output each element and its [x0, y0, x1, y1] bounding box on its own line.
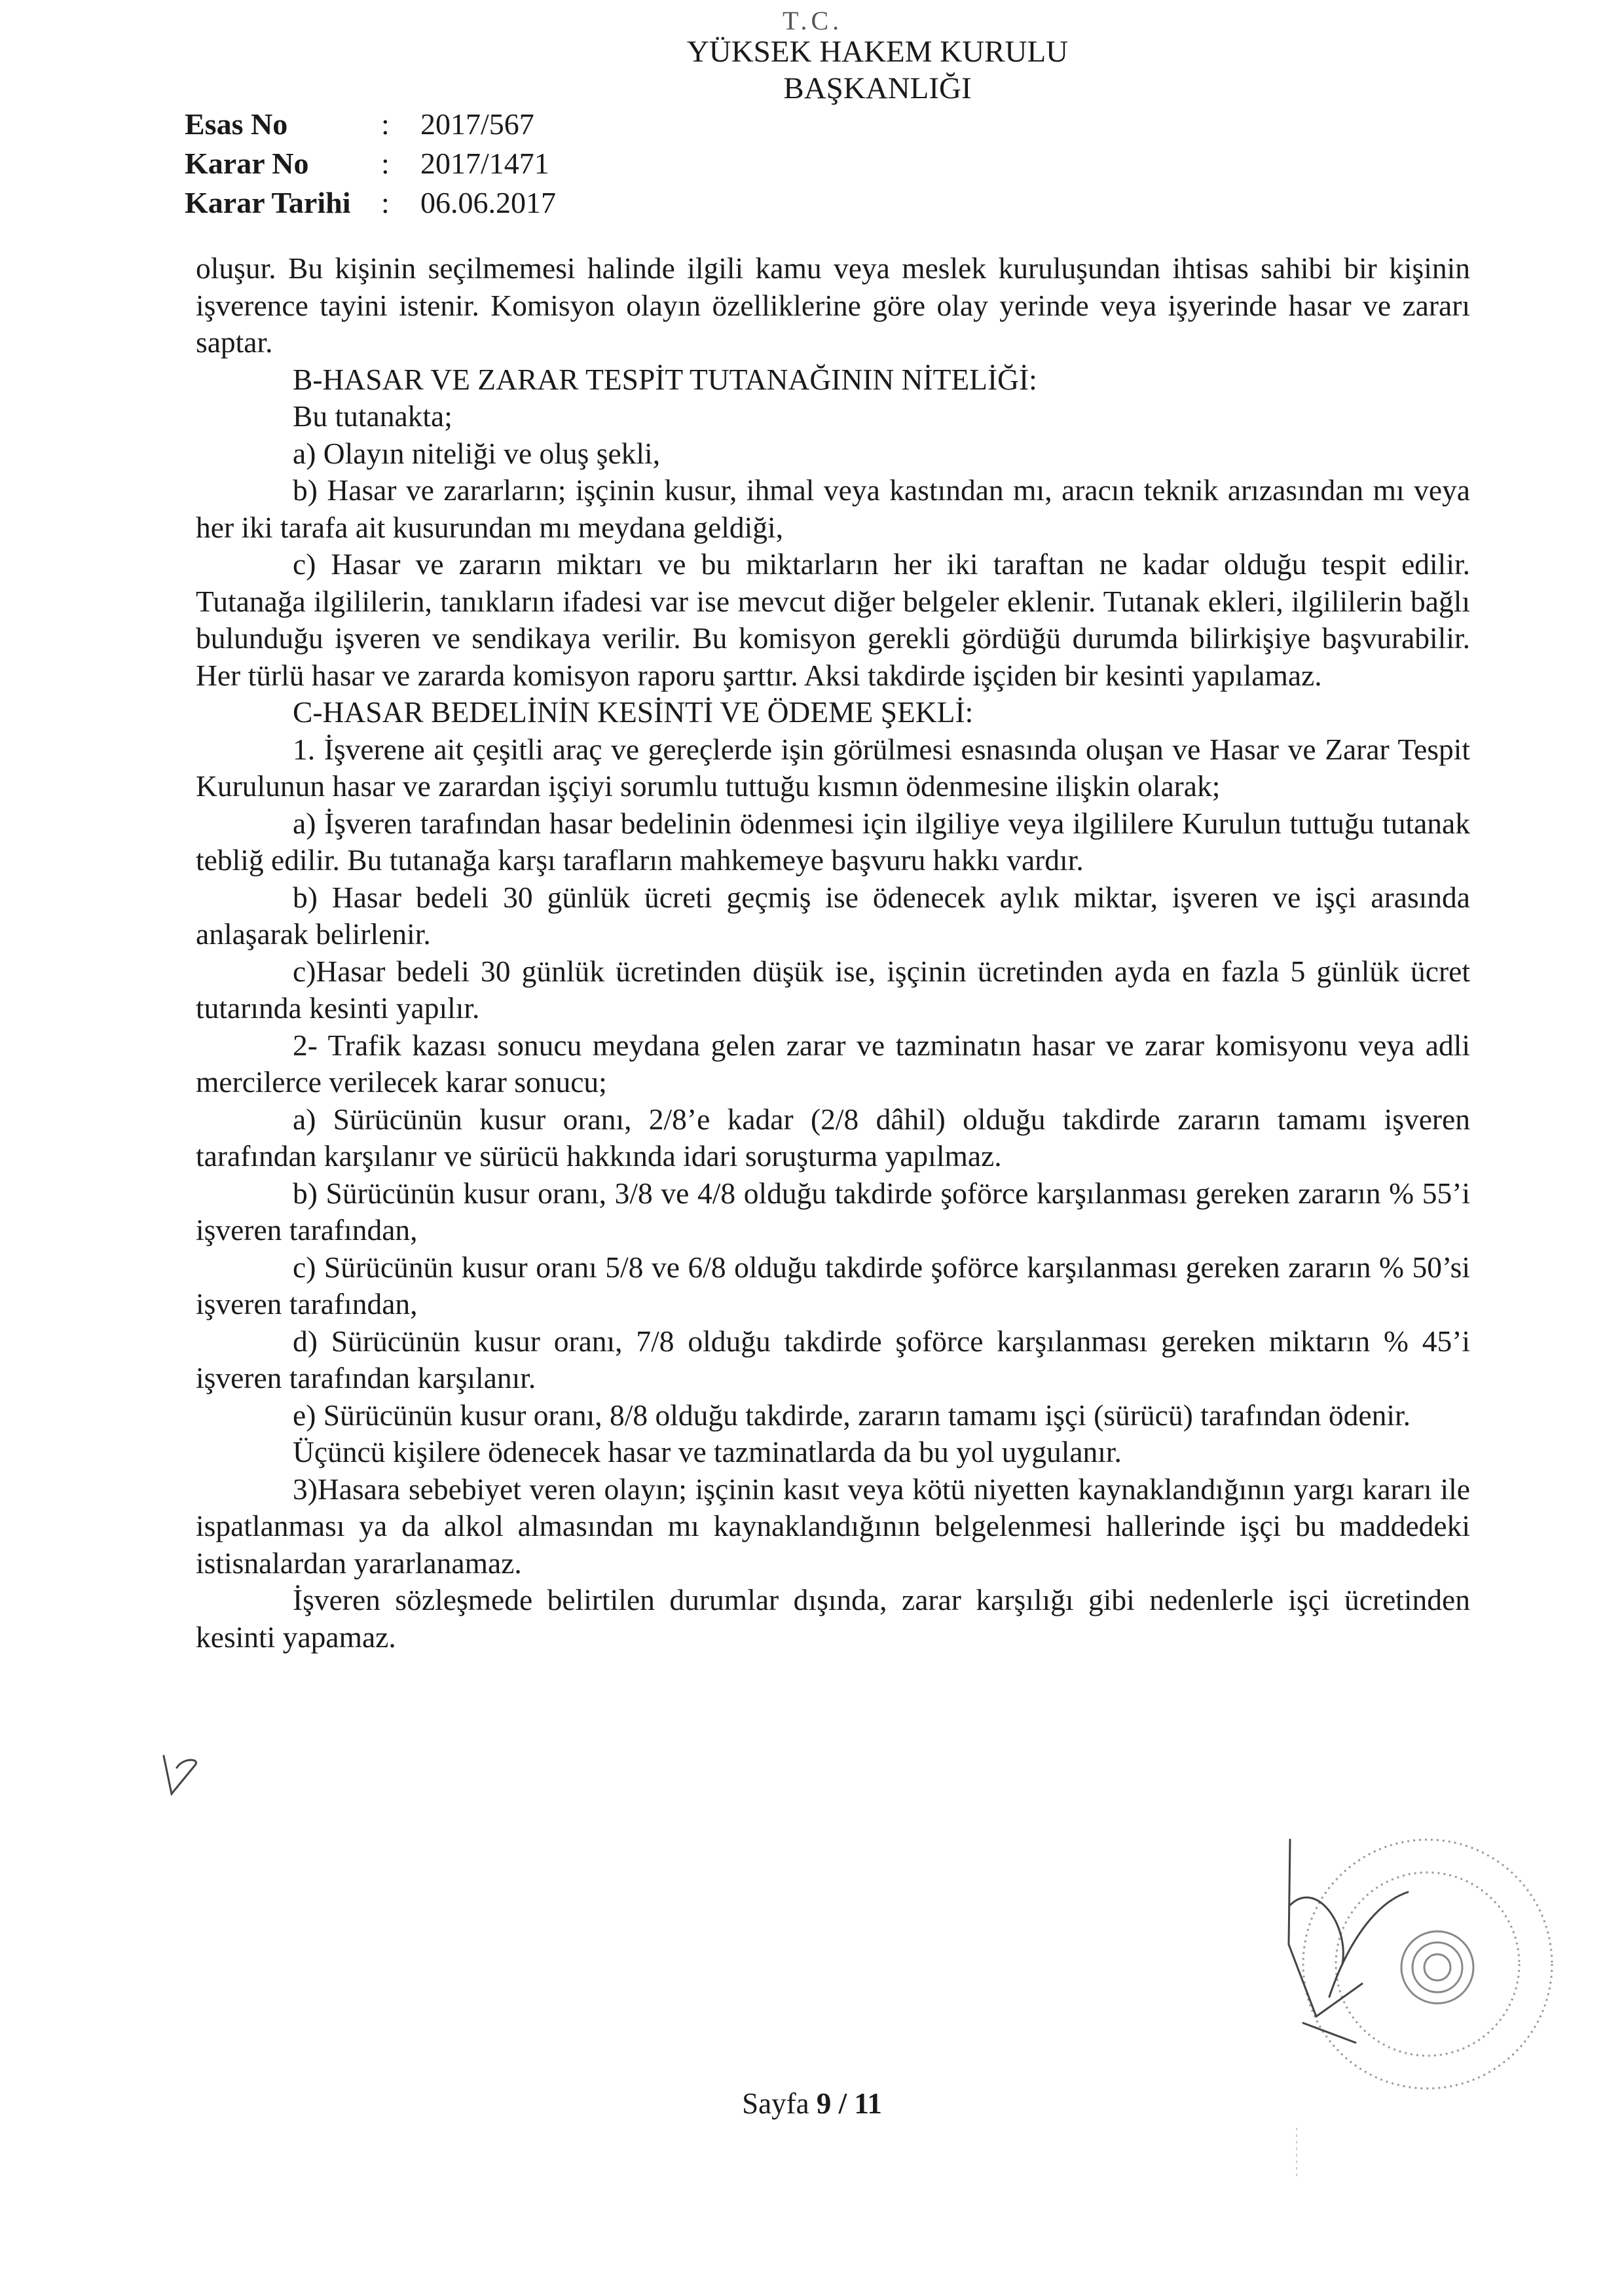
karar-tarihi-colon: :: [381, 186, 390, 219]
paragraph: 1. İşverene ait çeşitli araç ve gereçlerde işin görülmesi esnasında oluşan ve Hasar ve Zarar Tespit Kurulunun hasar ve zarardan işçiyi sorumlu tuttuğu kısmın ödenmesine ilişkin olarak;: [196, 732, 1470, 803]
page-number: [0, 2086, 1624, 2121]
paragraph: a) Olayın niteliği ve oluş şekli,: [293, 436, 661, 470]
karar-no-label: Karar No: [185, 147, 309, 180]
section-heading-b: B-HASAR VE ZARAR TESPİT TUTANAĞININ NİTELİĞİ:: [293, 362, 1037, 396]
paragraph: a) İşveren tarafından hasar bedelinin ödenmesi için ilgiliye veya ilgililere Kurulun tuttuğu tutanak tebliğ edilir. Bu tutanağa karşı tarafların mahkemeye başvuru hakkı vardır.: [196, 806, 1470, 877]
institution-name: YÜKSEK HAKEM KURULU: [686, 35, 1069, 69]
page-label: Sayfa: [742, 2087, 809, 2120]
document-body: [196, 250, 1470, 1656]
paragraph: b) Hasar ve zararların; işçinin kusur, ihmal veya kastından mı, aracın teknik arızasından mı veya her iki tarafa ait kusurundan mı meydana geldiği,: [196, 473, 1470, 544]
paragraph: c)Hasar bedeli 30 günlük ücretinden düşük ise, işçinin ücretinden ayda en fazla 5 günlük ücret tutarında kesinti yapılır.: [196, 954, 1470, 1025]
header-top-mark: T.C.: [783, 6, 843, 35]
section-heading-c: C-HASAR BEDELİNİN KESİNTİ VE ÖDEME ŞEKLİ:: [293, 695, 974, 729]
paragraph: c) Hasar ve zararın miktarı ve bu miktarların her iki taraftan ne kadar olduğu tespit edilir. Tutanağa ilgililerin, tanıkların ifadesi var ise mevcut diğer belgeler eklenir. Tutanak ekleri, ilgililerin bağlı bulunduğu işveren ve sendikaya verilir. Bu komisyon gerekli gördüğü durumda bilirkişiye başvurabilir. Her türlü hasar ve zararda komisyon raporu şarttır. Aksi takdirde işçiden bir kesinti yapılamaz.: [196, 547, 1470, 692]
esas-no-value: 2017/567: [420, 107, 534, 141]
esas-no-row: [185, 105, 617, 144]
paragraph: Üçüncü kişilere ödenecek hasar ve tazminatlarda da bu yol uygulanır.: [293, 1435, 1122, 1468]
page-total: 11: [854, 2087, 882, 2120]
handwritten-margin-mark: [157, 1748, 216, 1807]
paragraph: oluşur. Bu kişinin seçilmemesi halinde ilgili kamu veya meslek kuruluşundan ihtisas sahibi bir kişinin işverence tayini istenir. Komisyon olayın özelliklerine göre olay yerinde veya işyerinde hasar ve zararı saptar.: [196, 251, 1470, 359]
paragraph: b) Sürücünün kusur oranı, 3/8 ve 4/8 olduğu takdirde şoförce karşılanması gereken zararın % 55’i işveren tarafından,: [196, 1176, 1470, 1247]
official-seal-stamp: [1277, 1827, 1559, 2193]
paragraph: 2- Trafik kazası sonucu meydana gelen zarar ve tazminatın hasar ve zarar komisyonu veya adli mercilerce verilecek karar sonucu;: [196, 1028, 1470, 1099]
karar-tarihi-label: Karar Tarihi: [185, 186, 351, 219]
paragraph: e) Sürücünün kusur oranı, 8/8 olduğu takdirde, zararın tamamı işçi (sürücü) tarafından ödenir.: [293, 1398, 1411, 1432]
paragraph: c) Sürücünün kusur oranı 5/8 ve 6/8 olduğu takdirde şoförce karşılanması gereken zararın % 50’si işveren tarafından,: [196, 1250, 1470, 1321]
karar-no-row: [185, 144, 617, 183]
karar-no-value: 2017/1471: [420, 147, 549, 180]
esas-no-label: Esas No: [185, 107, 288, 141]
paragraph: Bu tutanakta;: [293, 399, 452, 433]
karar-no-colon: :: [381, 147, 390, 180]
page-separator: /: [838, 2087, 847, 2120]
paragraph: b) Hasar bedeli 30 günlük ücreti geçmiş ise ödenecek aylık miktar, işveren ve işçi arasında anlaşarak belirlenir.: [196, 880, 1470, 951]
page-current: 9: [816, 2087, 832, 2120]
paragraph: 3)Hasara sebebiyet veren olayın; işçinin kasıt veya kötü niyetten kaynaklandığının yargı kararı ile ispatlanması ya da alkol almasından mı kaynaklandığının belgelenmesi hallerinde işçi bu maddedeki istisnalardan yararlanamaz.: [196, 1472, 1470, 1580]
case-info-block: [185, 105, 617, 223]
esas-no-colon: :: [381, 107, 390, 141]
paragraph: İşveren sözleşmede belirtilen durumlar dışında, zarar karşılığı gibi nedenlerle işçi ücretinden kesinti yapamaz.: [196, 1583, 1470, 1654]
karar-tarihi-value: 06.06.2017: [420, 186, 556, 219]
paragraph: a) Sürücünün kusur oranı, 2/8’e kadar (2/8 dâhil) olduğu takdirde zararın tamamı işveren tarafından karşılanır ve sürücü hakkında idari soruşturma yapılmaz.: [196, 1102, 1470, 1173]
karar-tarihi-row: [185, 183, 617, 223]
institution-subtitle: BAŞKANLIĞI: [783, 71, 972, 105]
paragraph: d) Sürücünün kusur oranı, 7/8 olduğu takdirde şoförce karşılanması gereken miktarın % 45’i işveren tarafından karşılanır.: [196, 1324, 1470, 1394]
